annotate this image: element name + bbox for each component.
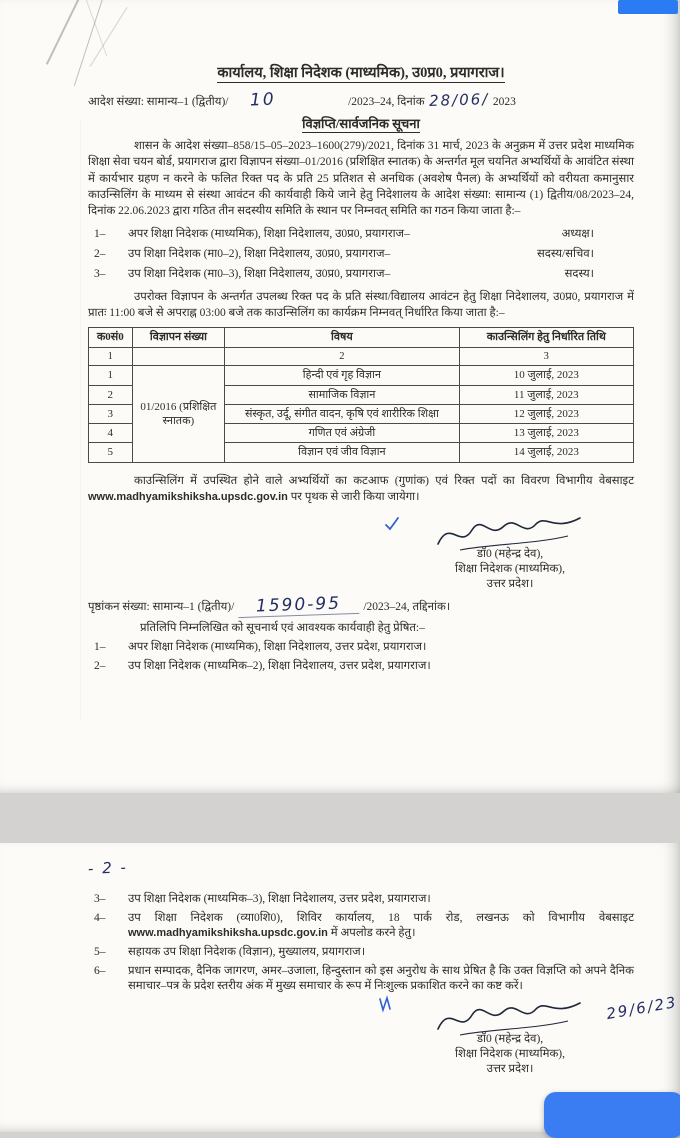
copy-recipient-row — [94, 891, 634, 906]
handwritten-date: 29/6/23 — [605, 992, 680, 1024]
body-paragraph-2: उपरोक्त विज्ञापन के अन्तर्गत उपलब्ध रिक्त पद के प्रति संस्था/विद्यालय आवंटन हेतु शिक्षा निदेशालय, उ0प्र0, प्रयागराज में प्रातः 11:00 बजे से अपराह्न 03:00 बजे तक काउन्सिलिंग का कार्यक्रम निम्नवत् निर्धारित किया जाता है:– — [88, 290, 634, 319]
paragraph-text: पर पृथक से जारी किया जायेगा। — [290, 491, 420, 504]
handwritten-endorsement-number: 1590-95 — [238, 593, 360, 618]
copy-recipient-row — [94, 944, 634, 959]
member-designation: अपर शिक्षा निदेशक (माध्यमिक), शिक्षा निदेशालय, उ0प्र0, प्रयागराज– — [128, 227, 410, 240]
signature-block-2 — [400, 992, 680, 1076]
handwritten-page-number: - 2 - — [87, 858, 129, 878]
website-url: www.madhyamikshiksha.upsdc.gov.in — [128, 927, 328, 939]
endorsement-prefix: पृष्ठांकन संख्या: सामान्य–1 (द्वितीय)/ — [88, 600, 235, 613]
column-number: 2 — [225, 347, 459, 366]
cell-date: 11 जुलाई, 2023 — [459, 385, 633, 404]
committee-member-row — [94, 266, 634, 281]
item-number: 3– — [94, 893, 106, 905]
item-number: 4– — [94, 912, 106, 924]
signatory-org: उत्तर प्रदेश। — [486, 577, 534, 590]
item-number: 1– — [94, 227, 106, 240]
copy-recipient-row — [94, 639, 634, 654]
body-paragraph-3 — [88, 473, 634, 506]
order-number-line — [88, 90, 634, 110]
website-url: www.madhyamikshiksha.upsdc.gov.in — [88, 491, 288, 504]
column-number: 1 — [89, 347, 133, 366]
handwritten-order-date: 28/06/ — [428, 89, 490, 111]
signatory-title: शिक्षा निदेशक (माध्यमिक), — [455, 562, 565, 575]
cell-serial: 4 — [89, 424, 133, 443]
signatory-org: उत्तर प्रदेश। — [486, 1063, 534, 1075]
signatory-name: डॉ0 (महेन्द्र देव), — [476, 547, 544, 560]
item-number: 3– — [94, 267, 106, 280]
member-designation: उप शिक्षा निदेशक (मा0–3), शिक्षा निदेशालय, उ0प्र0, प्रयागराज– — [128, 267, 391, 280]
copy-recipient-row — [94, 910, 634, 940]
column-header-subject: विषय — [225, 328, 459, 347]
copy-recipient-row — [94, 963, 634, 993]
table-header-row — [89, 328, 634, 347]
page-separator — [0, 793, 680, 843]
cell-serial: 2 — [89, 385, 133, 404]
scan-artifact — [86, 0, 107, 56]
recipient-text — [128, 910, 634, 940]
recipient-text-post: में अपलोड करने हेतु। — [330, 927, 416, 939]
item-number: 1– — [94, 640, 106, 653]
item-number: 2– — [94, 247, 106, 260]
committee-member-row — [94, 246, 634, 261]
cell-date: 12 जुलाई, 2023 — [459, 404, 633, 423]
app-corner-chip[interactable] — [618, 0, 678, 14]
table-row — [89, 366, 634, 385]
office-title — [88, 62, 634, 82]
recipient-text-pre: उप शिक्षा निदेशक (व्या0शि0), शिविर कार्यालय, 18 पार्क रोड, लखनऊ को विभागीय वेबसाइट — [128, 912, 634, 924]
cell-serial: 1 — [89, 366, 133, 385]
cell-date: 10 जुलाई, 2023 — [459, 366, 633, 385]
cell-date: 14 जुलाई, 2023 — [459, 443, 633, 462]
order-middle: /2023–24, दिनांक — [348, 96, 425, 108]
member-role: अध्यक्ष। — [561, 227, 594, 240]
copy-intro-line: प्रतिलिपि निम्नलिखित को सूचनार्थ एवं आवश्यक कार्यवाही हेतु प्रेषित:– — [140, 621, 425, 634]
scan-artifact — [80, 120, 81, 720]
endorsement-line — [88, 595, 634, 616]
cell-subject: संस्कृत, उर्दू, संगीत वादन, कृषि एवं शारीरिक शिक्षा — [225, 404, 459, 423]
committee-member-row — [94, 226, 634, 241]
counselling-schedule-table — [88, 327, 634, 462]
copy-recipient-list — [94, 639, 634, 673]
column-number-row — [89, 347, 634, 366]
recipient-text: उप शिक्षा निदेशक (माध्यमिक–2), शिक्षा निदेशालय, उत्तर प्रदेश, प्रयागराज। — [128, 659, 431, 672]
floating-panel[interactable] — [544, 1092, 680, 1138]
scan-artifact — [46, 0, 80, 65]
handwritten-order-number: 10 — [250, 89, 277, 111]
cell-date: 13 जुलाई, 2023 — [459, 424, 633, 443]
cell-subject: गणित एवं अंग्रेजी — [225, 424, 459, 443]
recipient-text: उप शिक्षा निदेशक (माध्यमिक–3), शिक्षा निदेशालय, उत्तर प्रदेश, प्रयागराज। — [128, 893, 431, 905]
member-role: सदस्य। — [564, 267, 594, 280]
committee-list — [94, 226, 634, 281]
cell-subject: हिन्दी एवं गृह विज्ञान — [225, 366, 459, 385]
recipient-text: सहायक उप शिक्षा निदेशक (विज्ञान), मुख्यालय, प्रयागराज। — [128, 946, 366, 958]
notice-title — [88, 114, 634, 132]
checkmark-icon — [384, 516, 400, 532]
document-page-2 — [0, 843, 680, 1132]
signatory-name: डॉ0 (महेन्द्र देव), — [476, 1033, 544, 1045]
signatory-title: शिक्षा निदेशक (माध्यमिक), — [455, 1048, 565, 1060]
item-number: 2– — [94, 659, 106, 672]
member-role: सदस्य/सचिव। — [536, 247, 594, 260]
recipient-text: अपर शिक्षा निदेशक (माध्यमिक), शिक्षा निदेशालय, उत्तर प्रदेश, प्रयागराज। — [128, 640, 427, 653]
cell-serial: 3 — [89, 404, 133, 423]
item-number: 6– — [94, 965, 106, 977]
cell-subject: विज्ञान एवं जीव विज्ञान — [225, 443, 459, 462]
signature-block-1 — [400, 512, 620, 591]
body-paragraph-1: शासन के आदेश संख्या–858/15–05–2023–1600(279)/2021, दिनांक 31 मार्च, 2023 के अनुक्रम में उत्तर प्रदेश माध्यमिक शिक्षा सेवा चयन बोर्ड, प्रयागराज द्वारा विज्ञापन संख्या–01/2016 (प्रशिक्षित स्नातक) के अन्तर्गत मूल चयनित अभ्यर्थियों के आवंटित संस्था में कार्यभार ग्रहण न करने के फलित रिक्त पद के प्रति 25 प्रतिशत से अनधिक (अवशेष पैनल) के अभ्यर्थियों को वरीयता कमानुसार काउन्सिलिंग के माध्यम से संस्था आवंटन की कार्यवाही किये जाने हेतु निदेशालय के आदेश संख्या: सामान्य (1) द्वितीय/08/2023–24, दिनांक 22.06.2023 द्वारा गठित तीन सदस्यीय समिति के स्थान पर निम्नवत् समिति का गठन किया जाता है:– — [88, 140, 634, 218]
paragraph-text: काउन्सिलिंग में उपस्थित होने वाले अभ्यर्थियों का कटआफ (गुणांक) एवं रिक्त पदों का विवरण विभागीय वेबसाइट — [134, 474, 634, 487]
member-designation: उप शिक्षा निदेशक (मा0–2), शिक्षा निदेशालय, उ0प्र0, प्रयागराज– — [128, 247, 391, 260]
cell-subject: सामाजिक विज्ञान — [225, 385, 459, 404]
column-number: 3 — [459, 347, 633, 366]
order-prefix: आदेश संख्या: सामान्य–1 (द्वितीय)/ — [88, 96, 229, 108]
checkmark-icon — [378, 995, 394, 1013]
column-header-date: काउन्सिलिंग हेतु निर्धारित तिथि — [459, 328, 633, 347]
notice-title-text: विज्ञप्ति/सार्वजनिक सूचना — [302, 116, 420, 131]
endorsement-suffix: /2023–24, तद्दिनांक। — [363, 600, 451, 613]
recipient-text: प्रधान सम्पादक, दैनिक जागरण, अमर–उजाला, हिन्दुस्तान को इस अनुरोध के साथ प्रेषित है कि उक्त विज्ञप्ति को अपने दैनिक समाचार–पत्र के प्रदेश स्तरीय अंक में मुख्य समाचार के रूप में निःशुल्क प्रकाशित करने का कष्ट करें। — [128, 965, 634, 992]
order-year: 2023 — [492, 96, 516, 108]
item-number: 5– — [94, 946, 106, 958]
column-number — [132, 347, 225, 366]
cell-advert-number: 01/2016 (प्रशिक्षित स्नातक) — [132, 366, 225, 462]
copy-recipient-list-continued — [94, 891, 634, 993]
cell-serial: 5 — [89, 443, 133, 462]
column-header-serial: क0सं0 — [89, 328, 133, 347]
copy-recipient-row — [94, 658, 634, 673]
office-title-text: कार्यालय, शिक्षा निदेशक (माध्यमिक), उ0प्र0, प्रयागराज। — [217, 65, 505, 81]
column-header-advert: विज्ञापन संख्या — [132, 328, 225, 347]
